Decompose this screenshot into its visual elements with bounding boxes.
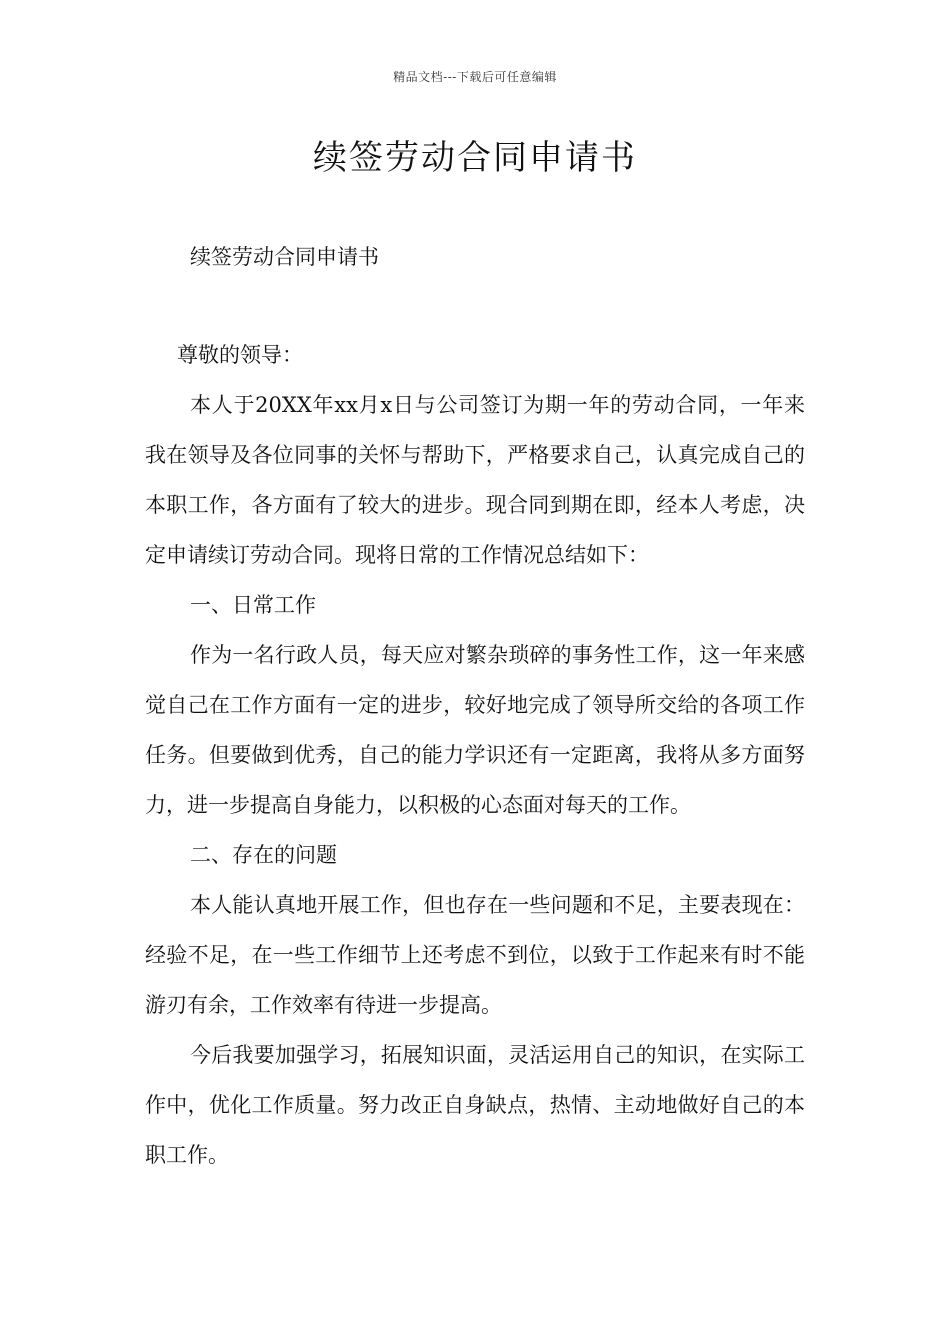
daily-work-paragraph: 作为一名行政人员，每天应对繁杂琐碎的事务性工作，这一年来感觉自己在工作方面有一定的进步，较好地完成了领导所交给的各项工作任务。但要做到优秀，自己的能力学识还有一定距离，我将从多方面努力，进一步提高自身能力，以积极的心态面对每天的工作。 [145, 643, 805, 817]
intro-paragraph: 本人于20XX年xx月x日与公司签订为期一年的劳动合同，一年来我在领导及各位同事的关怀与帮助下，严格要求自己，认真完成自己的本职工作，各方面有了较大的进步。现合同到期在即，经本人考虑，决定申请续订劳动合同。现将日常的工作情况总结如下： [145, 393, 805, 567]
header-note: 精品文档---下载后可任意编辑 [393, 70, 557, 84]
closing-paragraph: 今后我要加强学习，拓展知识面，灵活运用自己的知识，在实际工作中，优化工作质量。努力改正自身缺点，热情、主动地做好自己的本职工作。 [145, 1043, 805, 1167]
document-body [145, 232, 805, 1180]
salutation: 尊敬的领导： [177, 343, 303, 367]
document-subtitle: 续签劳动合同申请书 [190, 245, 379, 269]
section-heading-daily-work: 一、日常工作 [190, 593, 316, 617]
section-heading-problems: 二、存在的问题 [190, 843, 337, 867]
problems-paragraph: 本人能认真地开展工作，但也存在一些问题和不足，主要表现在：经验不足，在一些工作细节上还考虑不到位，以致于工作起来有时不能游刃有余，工作效率有待进一步提高。 [145, 893, 805, 1017]
document-title: 续签劳动合同申请书 [313, 138, 637, 178]
